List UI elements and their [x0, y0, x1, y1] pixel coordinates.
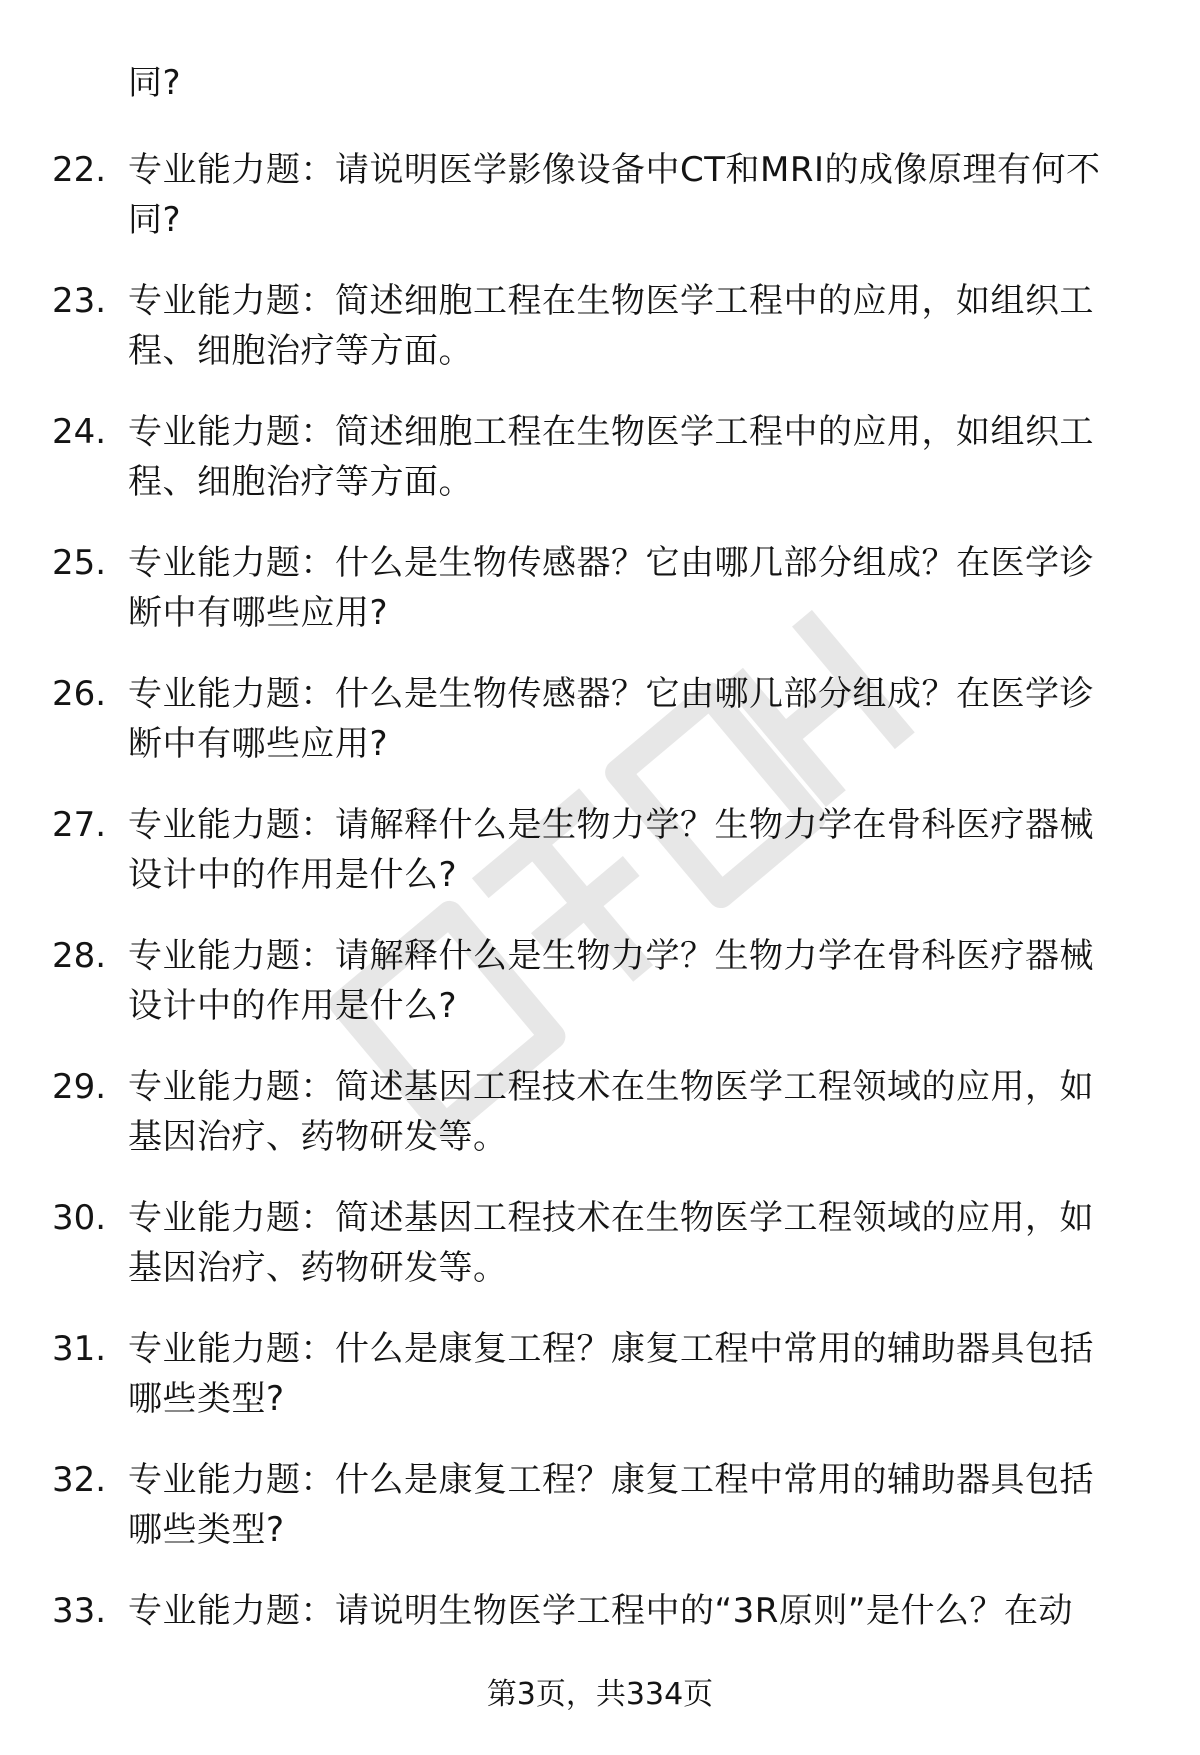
question-text	[128, 1193, 1148, 1293]
question-item	[0, 145, 1200, 276]
question-text	[128, 800, 1148, 900]
question-number: 28.	[52, 936, 107, 976]
question-item	[0, 800, 1200, 931]
question-number: 25.	[52, 543, 107, 583]
question-line: 专业能力题：什么是康复工程？康复工程中常用的辅助器具包括	[128, 1460, 1094, 1500]
question-number: 22.	[52, 150, 107, 190]
question-line: 断中有哪些应用?	[128, 593, 389, 633]
question-number: 30.	[52, 1198, 107, 1238]
question-line: 专业能力题：请说明生物医学工程中的“3R原则”是什么？在动	[128, 1591, 1073, 1631]
question-number: 33.	[52, 1591, 107, 1631]
question-line: 基因治疗、药物研发等。	[128, 1248, 508, 1288]
question-item	[0, 1455, 1200, 1586]
question-line: 专业能力题：什么是生物传感器？它由哪几部分组成？在医学诊	[128, 674, 1094, 714]
question-item	[0, 931, 1200, 1062]
question-number: 29.	[52, 1067, 107, 1107]
question-item	[0, 538, 1200, 669]
continuation-text: 同?	[128, 63, 182, 103]
question-line: 设计中的作用是什么?	[128, 855, 458, 895]
question-text	[128, 931, 1148, 1031]
question-text	[128, 1586, 1148, 1636]
question-line: 专业能力题：简述基因工程技术在生物医学工程领域的应用，如	[128, 1067, 1094, 1107]
question-line: 专业能力题：请说明医学影像设备中CT和MRI的成像原理有何不	[128, 150, 1101, 190]
question-text	[128, 1455, 1148, 1555]
question-line: 专业能力题：简述基因工程技术在生物医学工程领域的应用，如	[128, 1198, 1094, 1238]
question-text	[128, 669, 1148, 769]
question-line: 专业能力题：请解释什么是生物力学？生物力学在骨科医疗器械	[128, 805, 1094, 845]
question-line: 专业能力题：简述细胞工程在生物医学工程中的应用，如组织工	[128, 281, 1094, 321]
question-list	[0, 145, 1200, 1717]
question-text	[128, 538, 1148, 638]
page-footer: 第3页，共334页	[486, 1677, 714, 1712]
question-number: 24.	[52, 412, 107, 452]
question-line: 设计中的作用是什么?	[128, 986, 458, 1026]
question-item	[0, 407, 1200, 538]
question-line: 哪些类型?	[128, 1510, 285, 1550]
question-line: 程、细胞治疗等方面。	[128, 331, 473, 371]
question-item	[0, 1324, 1200, 1455]
question-line: 程、细胞治疗等方面。	[128, 462, 473, 502]
question-item	[0, 1193, 1200, 1324]
question-line: 专业能力题：请解释什么是生物力学？生物力学在骨科医疗器械	[128, 936, 1094, 976]
question-line: 同?	[128, 200, 182, 240]
question-text	[128, 407, 1148, 507]
question-line: 基因治疗、药物研发等。	[128, 1117, 508, 1157]
question-text	[128, 276, 1148, 376]
question-number: 32.	[52, 1460, 107, 1500]
question-line: 专业能力题：简述细胞工程在生物医学工程中的应用，如组织工	[128, 412, 1094, 452]
question-number: 31.	[52, 1329, 107, 1369]
question-text	[128, 1062, 1148, 1162]
question-item	[0, 669, 1200, 800]
question-line: 专业能力题：什么是生物传感器？它由哪几部分组成？在医学诊	[128, 543, 1094, 583]
question-line: 专业能力题：什么是康复工程？康复工程中常用的辅助器具包括	[128, 1329, 1094, 1369]
question-item	[0, 276, 1200, 407]
question-number: 27.	[52, 805, 107, 845]
question-line: 哪些类型?	[128, 1379, 285, 1419]
question-text	[128, 1324, 1148, 1424]
question-number: 23.	[52, 281, 107, 321]
question-number: 26.	[52, 674, 107, 714]
question-line: 断中有哪些应用?	[128, 724, 389, 764]
question-text	[128, 145, 1148, 245]
question-item	[0, 1062, 1200, 1193]
